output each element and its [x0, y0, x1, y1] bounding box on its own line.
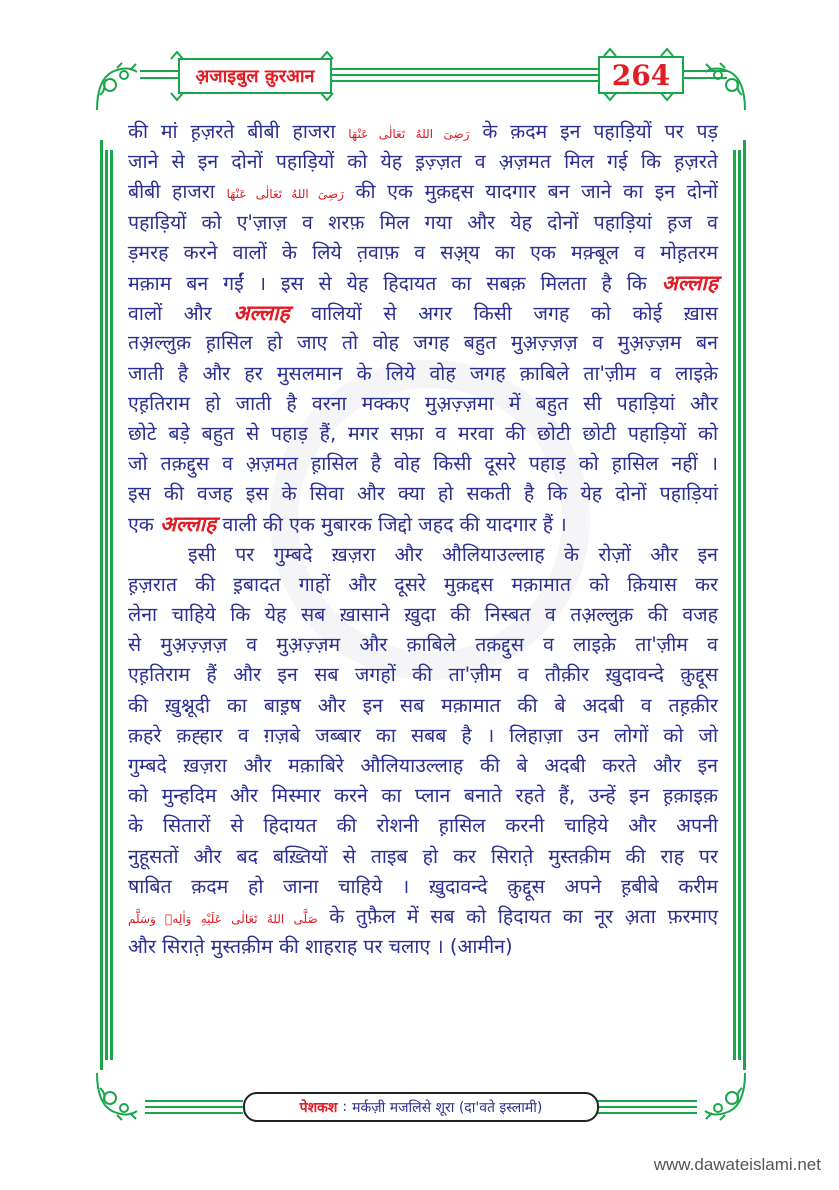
text-run: ड़मरह करने वालों के लिये त़वाफ़ व सअ़्य का एक मक़्बूल व मोह़तरम: [128, 240, 718, 264]
text-run: मक़ाम बन गईं । इस से येह हिदायत का सबक़ मिलता है कि: [128, 271, 662, 295]
page-number: 264: [611, 58, 671, 92]
text-line: [128, 208, 718, 238]
text-run: इसी पर गुम्बदे ख़ज़रा और औलियाउल्लाह के रोज़ों और इन: [188, 542, 718, 566]
text-run: जो तक़द्दुस व अ़ज़मत ह़ासिल है वोह किसी दूसरे पहाड़ को ह़ासिल नहीं ।: [128, 452, 718, 476]
frame-line: [110, 150, 113, 1060]
text-line: [128, 842, 718, 872]
text-line: [128, 630, 718, 660]
text-run: षाबित क़दम हो जाना चाहिये । ख़ुदावन्दे क़ुद्दूस अपने ह़बीबे करीम: [128, 874, 718, 898]
text-line: [128, 328, 718, 358]
site-url: www.dawateislami.net: [653, 1155, 821, 1174]
text-run: नुहूसतों और बद बख़्तियों से ताइब हो कर सिराते़ मुस्तक़ीम की राह पर: [128, 844, 718, 868]
footer-publisher: मर्कज़ी मजलिसे शूरा (दा'वते इस्लामी): [352, 1099, 543, 1116]
text-run: के क़दम इन पहाड़ियों पर पड़: [469, 120, 718, 143]
book-title: अ़जाइबुल क़ुरआन: [195, 66, 315, 87]
text-run: गुम्बदे ख़ज़रा और मक़ाबिरे औलियाउल्लाह की बे अदबी करते और इन: [128, 753, 718, 777]
text-run: बीबी हाजरा: [128, 180, 227, 204]
text-run: जाती है और हर मुसलमान के लिये वोह जगह क़ाबिले ता'ज़ीम व लाइक़े: [128, 361, 718, 385]
text-line: [128, 419, 718, 449]
frame-line: [733, 150, 736, 1060]
arch-ornament-icon: [320, 50, 334, 60]
footer-label: पेशकश: [299, 1099, 338, 1116]
arabic-honorific: رَضِیَ اللهُ تَعَالٰی عَنْهَا: [226, 187, 344, 202]
text-run: क़हरे क़ह्हार व ग़ज़बे जब्बार का सबब है । लिहाज़ा उन लोगों को जो: [128, 723, 718, 747]
text-line: [128, 147, 718, 177]
frame-line: [743, 140, 746, 1070]
corner-ornament-icon: [92, 1068, 142, 1123]
text-line: [128, 721, 718, 751]
text-run: एह़तिराम हैं और इन सब जगहों की ता'ज़ीम व तौक़ीर ख़ुदावन्दे क़ुद्दूस: [128, 663, 718, 687]
allah-calligraphy: अल्लाह: [159, 512, 217, 537]
text-line: [128, 268, 718, 298]
text-run: वाली की एक मुबारक जिद्दो जहद की यादगार हैं ।: [216, 513, 567, 537]
text-run: को मुन्हदिम और मिस्मार करने का प्लान बनाते रहते हैं, उन्हें इन ह़क़ाइक़: [128, 784, 718, 808]
frame-line: [105, 150, 108, 1060]
frame-rail: [330, 68, 598, 70]
arch-ornament-icon: [603, 47, 617, 57]
text-line: [128, 117, 718, 147]
text-run: वालों और: [128, 302, 234, 326]
body-text: [128, 117, 718, 962]
frame-rail: [145, 1112, 243, 1114]
frame-rail: [597, 1100, 697, 1102]
arch-ornament-icon: [603, 92, 617, 102]
page-number-box: [598, 56, 684, 94]
text-run: और सिराते़ मुस्तक़ीम की शाहराह पर चलाए । (आमीन): [128, 935, 513, 959]
text-line: [128, 902, 718, 932]
text-run: ह़ज़रात की इ़बादत गाहों और दूसरे मुक़द्दस मक़ामात को क़ियास कर: [128, 572, 718, 596]
footer-credit: [243, 1092, 599, 1122]
book-title-box: [178, 58, 332, 94]
frame-rail: [140, 77, 178, 79]
text-line: [128, 781, 718, 811]
text-line: [128, 359, 718, 389]
text-run: एक: [128, 513, 160, 537]
frame-rail: [330, 74, 598, 76]
text-run: की मां ह़ज़रते बीबी हाजरा: [128, 120, 349, 143]
text-line: [128, 479, 718, 509]
text-line: [128, 811, 718, 841]
arabic-honorific: صَلَّی اللهُ تَعَالٰی عَلَیْهِ وَاٰلِهٖ وَسَلَّم: [128, 911, 318, 926]
text-run: के तुफ़ैल में सब को हिदायत का नूर अ़ता फ़रमाए: [317, 904, 718, 928]
text-line: [128, 389, 718, 419]
arch-ornament-icon: [660, 47, 674, 57]
text-line: [128, 509, 718, 539]
text-run: पहाड़ियों को ए'ज़ाज़ व शरफ़ मिल गया और येह दोनों पहाड़ियां ह़ज व: [128, 210, 718, 234]
text-run: तअ़ल्लुक़ ह़ासिल हो जाए तो वोह जगह बहुत मुअ़ज़्ज़ज़ व मुअ़ज़्ज़म बन: [128, 331, 718, 355]
arch-ornament-icon: [320, 92, 334, 102]
frame-rail: [145, 1100, 243, 1102]
frame-line: [738, 150, 741, 1060]
allah-calligraphy: अल्लाह: [233, 301, 290, 326]
text-run: इस की वजह इस के सिवा और क्या हो सकती है कि येह दोनों पहाड़ियां: [128, 482, 718, 506]
text-line: [128, 872, 718, 902]
arabic-honorific: رَضِیَ اللهُ تَعَالٰی عَنْهَا: [348, 127, 470, 141]
frame-rail: [597, 1112, 697, 1114]
text-line: [128, 600, 718, 630]
text-run: की ख़ुश्नूदी का बाइ़ष और इन सब मक़ामात की बे अदबी व तह़क़ीर: [128, 693, 718, 717]
text-run: जाने से इन दोनों पहाड़ियों को येह इ़ज़्ज़त व अ़ज़मत मिल गई कि ह़ज़रते: [128, 150, 718, 174]
text-run: लेना चाहिये कि येह सब ख़ासाने ख़ुदा की निस्बत व तअ़ल्लुक़ की वजह: [128, 603, 718, 626]
arch-ornament-icon: [170, 92, 184, 102]
text-line: [128, 570, 718, 600]
frame-rail: [597, 1106, 697, 1108]
text-line: [128, 449, 718, 479]
corner-ornament-icon: [700, 60, 750, 115]
text-run: की एक मुक़द्दस यादगार बन जाने का इन दोनों: [343, 180, 718, 204]
text-line: [128, 238, 718, 268]
frame-rail: [140, 70, 178, 72]
text-line: [128, 660, 718, 690]
footer-separator: :: [342, 1099, 348, 1115]
frame-rail: [145, 1106, 243, 1108]
text-run: एह़तिराम हो जाती है वरना मक्कए मुअ़ज़्ज़मा में बहुत सी पहाड़ियां और: [128, 391, 718, 415]
text-run: वालियों से अगर किसी जगह को कोई ख़ास: [289, 302, 718, 326]
text-line: [128, 298, 718, 328]
text-line: [128, 177, 718, 207]
arch-ornament-icon: [170, 50, 184, 60]
text-run: से मुअ़ज़्ज़ज़ व मुअ़ज़्ज़म और क़ाबिले तक़द्दुस व लाइक़े ता'ज़ीम व: [128, 633, 718, 657]
text-line: [128, 691, 718, 721]
allah-calligraphy: अल्लाह: [661, 270, 718, 295]
frame-line: [100, 140, 103, 1070]
text-line: [128, 932, 718, 962]
corner-ornament-icon: [700, 1068, 750, 1123]
frame-rail: [330, 80, 598, 82]
text-line: [128, 540, 718, 570]
arch-ornament-icon: [660, 92, 674, 102]
text-line: [128, 751, 718, 781]
text-run: के सितारों से हिदायत की रोशनी ह़ासिल करनी चाहिये और अपनी: [128, 814, 718, 838]
corner-ornament-icon: [92, 60, 142, 115]
text-run: छोटे बड़े बहुत से पहाड़ हैं, मगर सफ़ा व मरवा की छोटी छोटी पहाड़ियों को: [128, 421, 718, 445]
